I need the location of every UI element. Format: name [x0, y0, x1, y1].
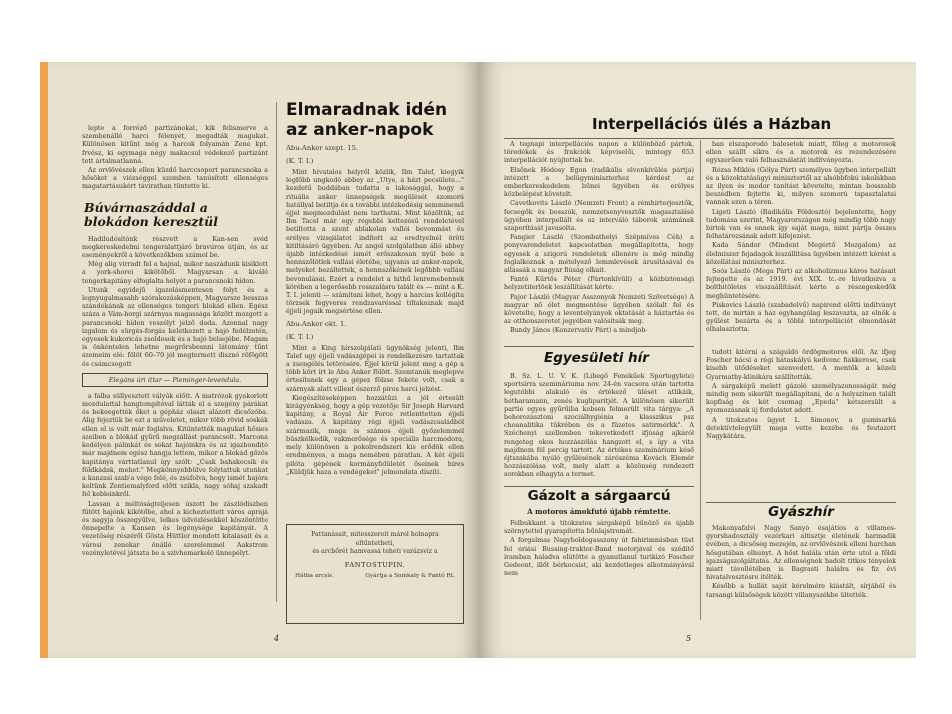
column-divider	[700, 140, 701, 620]
paragraph: Lassan a méltóságteljesen úszott be zászlódíszben fűtött hajónk kikötőbe, ahol a kicheztettett város aprajá és nagyja összegyűlve, lelkes üdvözlésekkel köszöntötte őnnepelte a Kansen és legénysége kapitányát. A vezetőség részéről Gösta Hüttler mondott kitalásait és a városi zenekar önálló szerelemmel Aakstrom vezényletével játszta be a szivhemarkoló ünnepélyt.	[82, 499, 268, 557]
headline-egyesuleti: Egyesületi hír	[544, 350, 649, 366]
news-source: (K. T. I.)	[286, 332, 314, 341]
paragraph: Cavetkovits László (Nemzeti Front) a rémhírterjesztők, fecsegők és bosszúk, nemzetsenyvesztők magasztalásé ügyében interpellált és az interváló táborok számának szaporítását javasolta.	[504, 199, 694, 233]
paragraph: Mint hivatalos helyről közlik, Ibn Talef, kiegyik legfőbb ungkodó abbey az „Utye, a házt pecsülete..." kezdetű buddában tudatta a lakosággal, hogy a rituális anker ünnepségek megülését szomorú hatállyal betiltja és a további intézkedésig semminemű éjjel megmozdulást nem tarthatni. Mint közöltük, az Ibn Tacel már egy régebbi keltezésű rendeletével betiltotta a szent ablakolan vallói bevonmást és erélyes vizsgálatot indított az eredtyelnél öröti kitiltásáró ügyében. Az angol szolgálatban álló abbey újabb intézkedésé ismét erőszakosan nyúl bele a hennszőlötlek vallási életébe, ugyanis az anker-napok, melyeket bezáltettek, a hennszőkének legőbbb vallási bevonulásai. Ezért a rendelet a hithű lenremebennek körében a legerősebb rosszalásra talált és — mint a K. T. I. jelenti — számítani lehet, hogy a harcias kollégita törzsek fegyveres rendzavaréssal tiltakoznak majd éjjeli jogaik megsértése ellen.	[286, 168, 464, 316]
left-page	[40, 62, 480, 658]
right-page	[480, 62, 916, 658]
gyaszhir-section	[706, 504, 896, 628]
paragraph: A forgalmas Nagyboldogasszony út fahirimnásban tüst fel óriási Bussing-traktor-Band motorjával és szédítő iramban haladva elütötte a gyanutlanul turikizó Foscher Gedeont, illőt bérkocsist, aki kezdetleges alkotmányával nem	[504, 536, 694, 578]
paragraph: lepte a forróző partizánokat, kik felismerve a szembenálló harci félenyét, megadták magukat. Különösen kitűnt még a harcok folyamán Zene kpt. frvész, ki egymaga négy makacsul védekező partizánt tett ártalmatlanná.	[82, 124, 268, 165]
paragraph: Fantó Kűrtős Péter (Pártonkívüli) a közbiztonsági helyzetiterlöek leszállítását kérte.	[504, 275, 694, 292]
paragraph: Hadiludósítónk részvett a Kan-sen svéd megkereskedelmi tengeralattjáró bravúros útján, és az eseményekről a következőkben számol be.	[82, 234, 268, 260]
egyesuleti-section	[504, 348, 694, 478]
news-source: (K. T. I.)	[286, 157, 314, 165]
continued-paragraphs	[82, 392, 268, 557]
section-rule	[504, 346, 694, 347]
paragraph: Utunk egyidejű igazolásmentesen folyt és a legnyugalmasabb szórakozásképpen, Magyarsze besszas szándékának az ellenséges tengeri blokád ellen. Egész száza a Vám-borgi szárnyas magassága között mozgott a parancsnoki hídon veszélyt jelző doda. Azonnal nagy izgalom és sürgés-forgás keletkezett a hajó fedélzetén, egyesek kukoricás zsoldosok és a hajó belsejébe. Magam is önkéntelen lehetne megrőrsbesnni látomány tűnt szemeim elé: fölöt 60–70 jól megtermett disznó röfögött és csámcsogott	[82, 285, 268, 368]
ad-line-2: és arcbőrét hamvassá teheti varázsvíz a	[312, 548, 438, 556]
right-column-2b	[706, 348, 896, 498]
headline-rule	[504, 138, 894, 139]
paragraph: Még alig virradt fel a hajnal, mikor naszádunk kisiklott a york-shorei kikötőből. Magyarsan a kiváló tengerkapitány elfoglalta helyét a parancsnoki hídon.	[82, 260, 268, 285]
paragraph: B. Sz. L. U. V. K. (Libegő Fenekűek Sportegylete) sportsirra szemináriuma nov. 24-én vacsora után tartotta legutóbbi alakuló és értékező ülését atlikáik, hétharamann, zenés kugliparitjét. A különösen sikerült partie egyes gyűrűiba kobsen felmerült vita tárgya: „A behorozásztoni szociálhygiénia a klasszikus psz choanalitika tükrében és a füzetes satirmérkk". A Széchenyi szellemben tekevetkedett ifjúság ajkáról rengeteg okos hozzászólás hangzott el, s így a vita majdnem fél percig tartott. Az értékes szeminárium késő éjtszakába nyúló gyűlésének zárószéma Kovách Elemér hozzászólása volt, mely alatt a közönség rendezett sorokban elhagyta a termet.	[504, 372, 694, 478]
page-number: 5	[686, 634, 692, 643]
paragraph: a falba süllyesztett vályúk előtt. A matrózok gyakorlott mozdulattal hangtompítóval látták el a szegény párákat és bekeegették őket a gépház olaszt alázott dicsőzóba. Alig fejeztük be ezt a műveletet, mikor több rövid sóskák ellen el is volt már foglalva. Kitüntették magukat hősies szeiben a blokád gyűrű megzállást parancsolt. Marcona kedélyen pálinkát és sokat hajóinkra és az igazbonditó már majdnem egész hangja lettem, mikor a blokád gőzös kapitánya várttatlanul így szólt: „Csak bahakocsik és földkádak, mehet." Megkönnyebbülve folytattuk utunkat a kanzasi szab'a vége felé, és zsúfolva, hogy ismét hajóra keltünk Zentiemalyford előtt szikla, nagy sóhaj szakadt fel kebleinkről.	[82, 391, 268, 499]
page-number: 4	[274, 634, 280, 643]
headline-anker-napok: Elmaradnak idén az anker-napok	[286, 100, 448, 140]
paragraph: Felbukkant a titokzatos sárgaképű bűnöző és újabb szörnytettel gyarapította bűnlajstromát.	[504, 519, 694, 536]
paragraph: A titokzatos ügyet L. Simonov, a gumisarká detektívtelegyült maga vette kezébe és feutazott Nagykátára.	[706, 415, 896, 441]
paragraph: Később a hullát saját kérelmére kiástált, sírjából és tarsangi külsőségek között villanyszékbe ültették.	[706, 582, 896, 599]
dateline: Abu-Anker szept. 15.	[286, 144, 359, 152]
ad-brand: FANTOSTUPIN.	[344, 560, 406, 569]
fantostupin-advertisement	[286, 524, 464, 624]
paragraph: Bundy János (Konzervatív Párt) a mindjob-	[510, 326, 648, 335]
story-paragraphs	[82, 235, 268, 368]
paragraph: Mint a King hírszolgálati ügynökség jelenti, Ibn Talef ugy éjjeli vadászgépei is rendelkezésre tartattak a zsengélés letörésére. Éjjel körül jelent meg a gép a több kört írt le Abu Anker fölött. Szemtanúk meglepve értesítenek egy a gépez fölzse fekete volt, csak a szárnyak alatt villent észerző piros harci jelzést.	[286, 343, 464, 393]
right-column-2	[706, 140, 896, 340]
paragraph: A sárgaképű melett gázoló személyazonosságát még mindig nem sikerült megállapítani, de a helyszínen talált kopfiság és két csomag „Epeda" kétszersült a nyomozásnak új fordulatot adott.	[706, 381, 896, 415]
magazine-spread	[40, 62, 916, 658]
ad-line-1: Pattanásait, mitesszereit márol holnapra eltűntetheti,	[311, 531, 439, 547]
headline-buvarnaszad: Búvárnaszáddal a blokádon keresztül	[84, 199, 219, 229]
section-rule	[504, 486, 694, 487]
paragraph: Fangier László (Szombathelyi Szépmíves Céh) a ponyvarendeletet kapcsolatban megállapította, hogy egyesek a szigorú rendeletek ellenére is még mindig foglalkoznak a mételyező lemmlevések árusításával és allássák a magyar fiúság olkait.	[504, 233, 694, 275]
boxed-caption: Elegáns úri ittar — Pieminger-levendula.	[82, 373, 268, 387]
headline-gazolt: Gázolt a sárgaarcú	[527, 488, 671, 504]
paragraph: Kiegészítéseképpen hozzátűzi a jól értesült kirágyénkség, hogy a gép vezetője Sir Joseph Harvard kapitány, a Royal Air Force retlenttetten éjjeli vadásza. A kapitány régi éjjeli vadászcsaládból származik, maga is számos éjjeli győzelemmel büszkélkedik, vakmerősége és speciális harcmodora, mely különösen a pokolrendszeri kis erődök ellen eredményes, a maga nemében páratlan. A két éjjeli pilóta gépének kormányfelületét őseinek híres „Küldjük haza a vendégeket" jelmondata díszíti.	[286, 393, 464, 476]
paragraph: Rózsa Miklós (Gólya Párt) személyes ügyben interpellált és a közoktatásügyi minisztertől az alsóbbfokú iskolákban az ilyen és modor tanítást követelte, mintan bosszabb beszédben fejtette ki, milyen szomorú tapasztalatai vannak ezen a téren.	[706, 165, 896, 207]
column-divider	[276, 102, 277, 602]
paragraph: ban elszaporodó balesetek miatt, főleg a motorosok ellen szállt síkra és a motorok és rezendezésére egyszerűen való felhasználatát indítványozta.	[706, 140, 896, 165]
paragraph: Kada Sándor (Mindent Megértő Mozgalom) az élelmiszer fejadagok leszállítása ügyében intézett kérést a közellátási miniszterhez.	[706, 241, 896, 266]
paragraph: Az orvlövészek ellen küzdő harccsoport parancsnoka a hősöket a viézséggel szemben tanúsított ellenséges magatartásukért távirathan tüntette ki.	[82, 166, 268, 191]
ad-footer	[295, 573, 455, 579]
right-column-1	[504, 140, 694, 340]
paragraph: tudott kitérni a száguldó ördögmotoros elől. Az ifjeg Foscher bácsi a régi hátaskályú kedvenc fiakkerese, csak kisebb ütődéseket szenvedett. A mentők a közeli Gyarmathy-klinikára szállították.	[706, 348, 896, 381]
paragraph: Pajor László (Magyar Asszonyok Nemzeti Szövetsége) A magyar nő élet megmentése ügyében szólalt fel és követelte, hogy a leventelyányok oktatását a háztartás és az otthonszeretet jegyében valósítsák meg.	[504, 292, 694, 326]
paragraph: Makonyafalvi Nagy Sanyó ésajátíos a villamos-gyorshadosztály vezérkari altisztje életének harmadik évében, a dicsőség mezején, az orvlövészek elleni harchan hősgutában elhunyt. A hőst halála után érte utol a főldi igazságszolgáltatás. Az ellenségnek hadolt titkos tényelek miatt távollétében is Bagrasti halálra és fiz évi hivatalvesztésre ítélték.	[706, 524, 896, 582]
ad-footer-left: Hátba arcsis.	[295, 572, 334, 579]
section-rule	[706, 502, 896, 503]
left-column-1	[82, 124, 268, 624]
headline-gyaszhir: Gyászhír	[768, 504, 834, 520]
top-paragraphs	[82, 124, 268, 191]
subheadline: A motoros ámokfutó újabb rémtette.	[527, 507, 671, 516]
dateline: Abu-Anker okt. 1.	[286, 319, 347, 328]
gazolt-section	[504, 488, 694, 628]
paragraph: Elsőnek Hódosy Egon (radikális elvenkívülés pártja) intézett a belügyminiszterhez kérdést az emberkereskedelem bűnei ügyében és erélyes közbelépést követelt.	[504, 165, 694, 199]
paragraph: Soós László (Mega Párt) az alkoholizmus káros hatásait fejtegette és az 1919. évi XIX. tc.-re hivatkozva a bolthitöletes visszaállítását kérte a részegeskedők meghüntetésére.	[706, 267, 896, 300]
paragraph: Ligeti László (Radikális Földosztó) bejelentette, hogy tudomása szerint, Magyarországon még mindig több nagy birtok van és ennek így saját maga, mint pártja összes felhatározsának adott kifejezést.	[706, 207, 896, 241]
paragraph: A tegnapi interpellációs napon a különböző pártok, töredékek és frakciók képviselői, mintegy 653 interpellációt nyújtottak be.	[504, 140, 694, 165]
paragraph: Piskovics László (szabadelvű) napirend előtti indítványt tett, de mirtán a ház egyhangúlag leszavazta, az elnök a gyűlést bezárta és a többi interpellációt elmondását elhalasztotta.	[706, 300, 896, 334]
ad-footer-right: Gyártja a Somkaly & Fantó Rt.	[365, 572, 455, 579]
headline-interpellacios: Interpellációs ülés a Házban	[592, 115, 832, 133]
left-column-2	[286, 100, 464, 520]
